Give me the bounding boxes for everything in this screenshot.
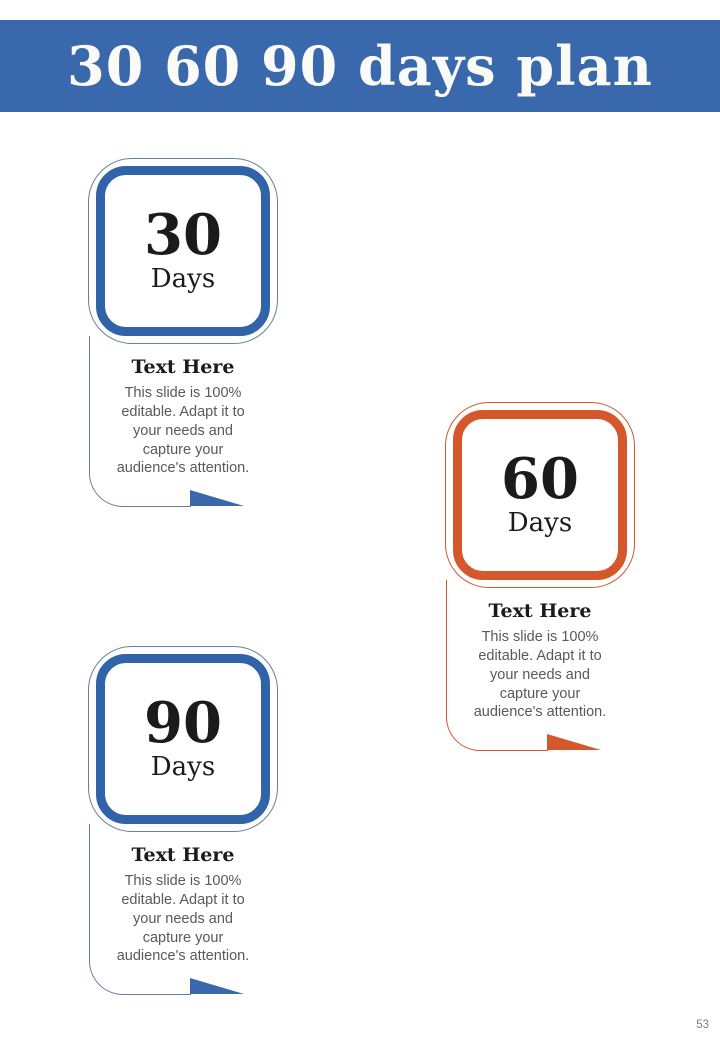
header-banner bbox=[0, 20, 720, 112]
number-square-outline bbox=[88, 646, 278, 832]
days-label: Days bbox=[150, 752, 216, 783]
card-body-text: This slide is 100% editable. Adapt it to your needs and capture your audience's attention. bbox=[116, 873, 250, 965]
number-square bbox=[96, 654, 270, 824]
number-square bbox=[96, 166, 270, 336]
page-title: 30 60 90 days plan bbox=[67, 34, 653, 98]
corner-flag-icon bbox=[547, 734, 601, 750]
days-number: 60 bbox=[501, 446, 579, 513]
card-heading: Text Here bbox=[131, 844, 235, 866]
number-square-outline bbox=[445, 402, 635, 588]
days-number: 30 bbox=[144, 202, 222, 269]
corner-flag-icon bbox=[190, 978, 244, 994]
card-90-days bbox=[88, 646, 278, 994]
days-label: Days bbox=[507, 508, 573, 539]
card-body-text: This slide is 100% editable. Adapt it to your needs and capture your audience's attention. bbox=[116, 385, 250, 477]
days-number: 90 bbox=[144, 690, 222, 757]
days-label: Days bbox=[150, 264, 216, 295]
number-square-outline bbox=[88, 158, 278, 344]
card-30-days bbox=[88, 158, 278, 506]
card-heading: Text Here bbox=[131, 356, 235, 378]
card-heading: Text Here bbox=[488, 600, 592, 622]
number-square bbox=[453, 410, 627, 580]
card-body-text: This slide is 100% editable. Adapt it to your needs and capture your audience's attention. bbox=[473, 629, 607, 721]
page-number: 53 bbox=[696, 1019, 709, 1031]
card-60-days bbox=[445, 402, 635, 750]
corner-flag-icon bbox=[190, 490, 244, 506]
